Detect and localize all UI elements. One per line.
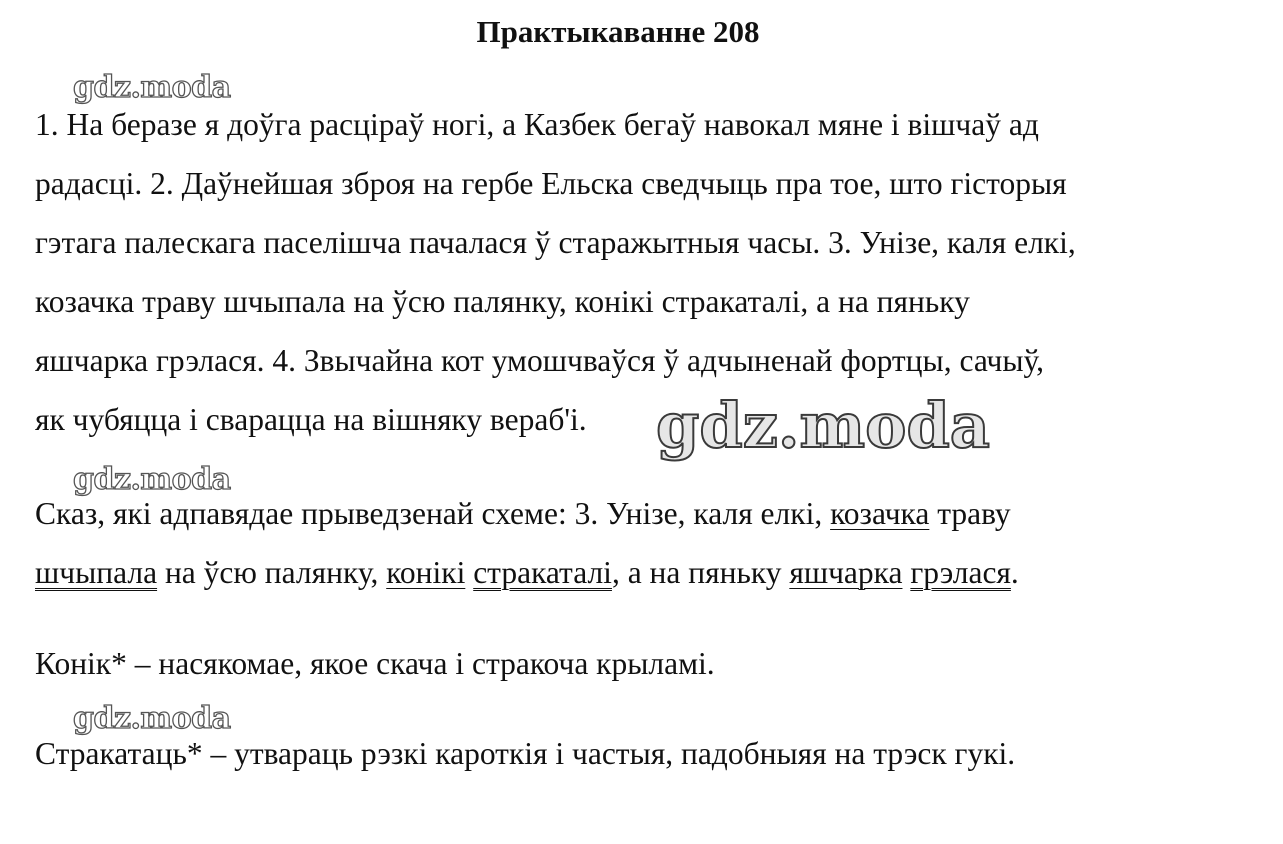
answer-line <box>35 543 1255 602</box>
text-line: як чубяцца і сварацца на вішняку вераб'і. <box>35 402 587 437</box>
watermark-logo: gdz.moda <box>73 70 231 105</box>
definition-konik: Конік* – насякомае, якое скача і стракоча крыламі. <box>35 646 715 681</box>
watermark-logo-large: gdz.moda <box>656 389 990 462</box>
answer-line <box>35 484 1255 543</box>
subject-word: козачка <box>830 496 930 531</box>
subject-word: яшчарка <box>789 555 903 590</box>
text-line: гэтага палескага паселішча пачалася ў старажытныя часы. 3. Унізе, каля елкі, <box>35 225 1076 260</box>
predicate-word: грэлася <box>910 555 1011 590</box>
scheme-answer <box>35 484 1255 602</box>
text-line: яшчарка грэлася. 4. Звычайна кот умошчваўся ў адчыненай фортцы, сачыў, <box>35 343 1045 378</box>
text-line: козачка траву шчыпала на ўсю палянку, конікі стракаталі, а на пяньку <box>35 284 970 319</box>
answer-text: , а на пяньку <box>611 555 790 590</box>
watermark-logo: gdz.moda <box>73 462 231 497</box>
answer-prefix: Сказ, які адпавядае прыведзенай схеме: 3. Унізе, каля елкі, <box>35 496 831 531</box>
answer-text: траву <box>929 496 1011 531</box>
predicate-word: стракаталі <box>473 555 612 590</box>
watermark-logo: gdz.moda <box>73 701 231 736</box>
definition-strakatac: Стракатаць* – утвараць рэзкі кароткія і частыя, падобныяя на трэск гукі. <box>35 736 1016 771</box>
answer-text: на ўсю палянку, <box>157 555 387 590</box>
exercise-text <box>35 95 1255 449</box>
predicate-word: шчыпала <box>35 555 158 590</box>
subject-word: конікі <box>386 555 466 590</box>
text-line: 1. На беразе я доўга расціраў ногі, а Казбек бегаў навокал мяне і вішчаў ад <box>35 107 1039 142</box>
answer-text: . <box>1010 555 1019 590</box>
text-line: радасці. 2. Даўнейшая зброя на гербе Ельска сведчыць пра тое, што гісторыя <box>35 166 1067 201</box>
page-title: Практыкаванне 208 <box>476 14 760 49</box>
